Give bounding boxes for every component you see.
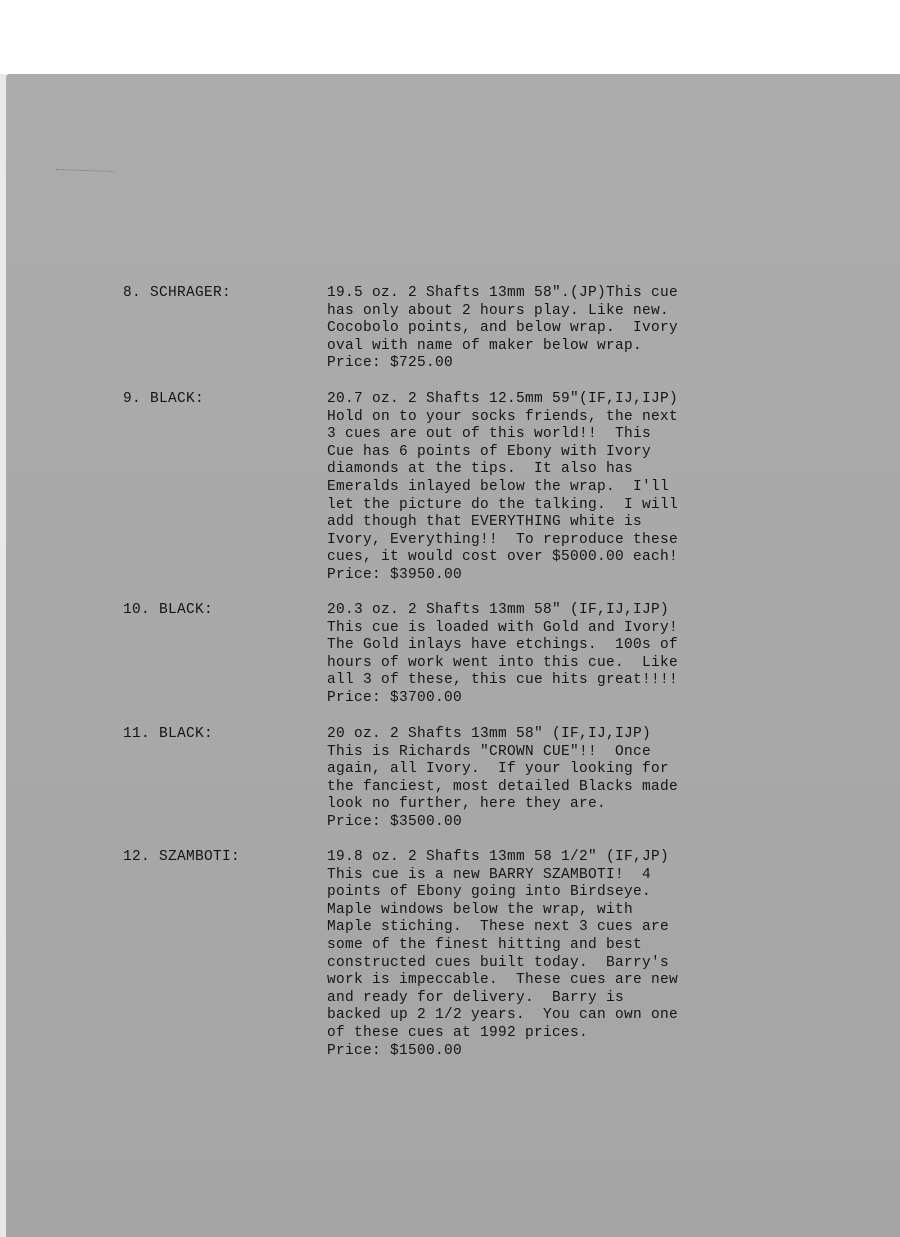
- desc-line: oval with name of maker below wrap.: [327, 337, 643, 354]
- desc-line: and ready for delivery. Barry is: [327, 989, 625, 1006]
- desc-line: look no further, here they are.: [327, 796, 607, 813]
- price-line: Price: $3700.00: [327, 689, 463, 706]
- desc-line: 20 oz. 2 Shafts 13mm 58" (IF,IJ,IJP): [327, 726, 652, 742]
- desc-line: points of Ebony going into Birdseye.: [327, 884, 652, 901]
- desc-line: Emeralds inlayed below the wrap. I'll: [327, 478, 670, 495]
- price-line: Price: $3950.00: [327, 566, 463, 583]
- entry-description: [327, 391, 757, 585]
- desc-line: constructed cues built today. Barry's: [327, 954, 670, 971]
- desc-line: Ivory, Everything!! To reproduce these: [327, 531, 679, 548]
- entry-description: [327, 285, 757, 373]
- scan-smudge: [56, 169, 114, 176]
- desc-line: 3 cues are out of this world!! This: [327, 426, 652, 443]
- desc-line: diamonds at the tips. It also has: [327, 461, 634, 478]
- desc-line: let the picture do the talking. I will: [327, 496, 679, 513]
- entry-label: 10. BLACK:: [123, 602, 214, 618]
- entry-label: 11. BLACK:: [123, 726, 214, 742]
- desc-line: some of the finest hitting and best: [327, 936, 643, 953]
- entry-description: [327, 849, 757, 1060]
- desc-line: Maple windows below the wrap, with: [327, 901, 634, 918]
- desc-line: Cocobolo points, and below wrap. Ivory: [327, 320, 679, 337]
- desc-line: This cue is a new BARRY SZAMBOTI! 4: [327, 866, 652, 883]
- desc-line: Cue has 6 points of Ebony with Ivory: [327, 443, 652, 460]
- entry-description: [327, 602, 757, 708]
- entry-label: 8. SCHRAGER:: [123, 285, 232, 301]
- desc-line: add though that EVERYTHING white is: [327, 514, 643, 531]
- desc-line: 20.3 oz. 2 Shafts 13mm 58" (IF,IJ,IJP): [327, 602, 670, 618]
- entry-label: 9. BLACK:: [123, 391, 205, 407]
- desc-line: has only about 2 hours play. Like new.: [327, 302, 670, 319]
- desc-line: again, all Ivory. If your looking for: [327, 761, 670, 778]
- desc-line: 19.5 oz. 2 Shafts 13mm 58".(JP)This cue: [327, 285, 679, 301]
- desc-line: Hold on to your socks friends, the next: [327, 408, 679, 425]
- desc-line: work is impeccable. These cues are new: [327, 972, 679, 989]
- desc-line: of these cues at 1992 prices.: [327, 1024, 589, 1041]
- price-line: Price: $725.00: [327, 355, 454, 372]
- desc-line: all 3 of these, this cue hits great!!!!: [327, 672, 679, 689]
- entry-label: 12. SZAMBOTI:: [123, 849, 241, 865]
- entry-description: [327, 726, 757, 832]
- desc-line: 20.7 oz. 2 Shafts 12.5mm 59"(IF,IJ,IJP): [327, 391, 679, 407]
- desc-line: the fanciest, most detailed Blacks made: [327, 778, 679, 795]
- price-line: Price: $1500.00: [327, 1042, 463, 1059]
- desc-line: The Gold inlays have etchings. 100s of: [327, 637, 679, 654]
- desc-line: hours of work went into this cue. Like: [327, 654, 679, 671]
- desc-line: backed up 2 1/2 years. You can own one: [327, 1007, 679, 1024]
- price-line: Price: $3500.00: [327, 813, 463, 830]
- desc-line: This cue is loaded with Gold and Ivory!: [327, 619, 679, 636]
- desc-line: Maple stiching. These next 3 cues are: [327, 919, 670, 936]
- desc-line: This is Richards "CROWN CUE"!! Once: [327, 743, 652, 760]
- desc-line: cues, it would cost over $5000.00 each!: [327, 549, 679, 566]
- desc-line: 19.8 oz. 2 Shafts 13mm 58 1/2" (IF,JP): [327, 849, 670, 865]
